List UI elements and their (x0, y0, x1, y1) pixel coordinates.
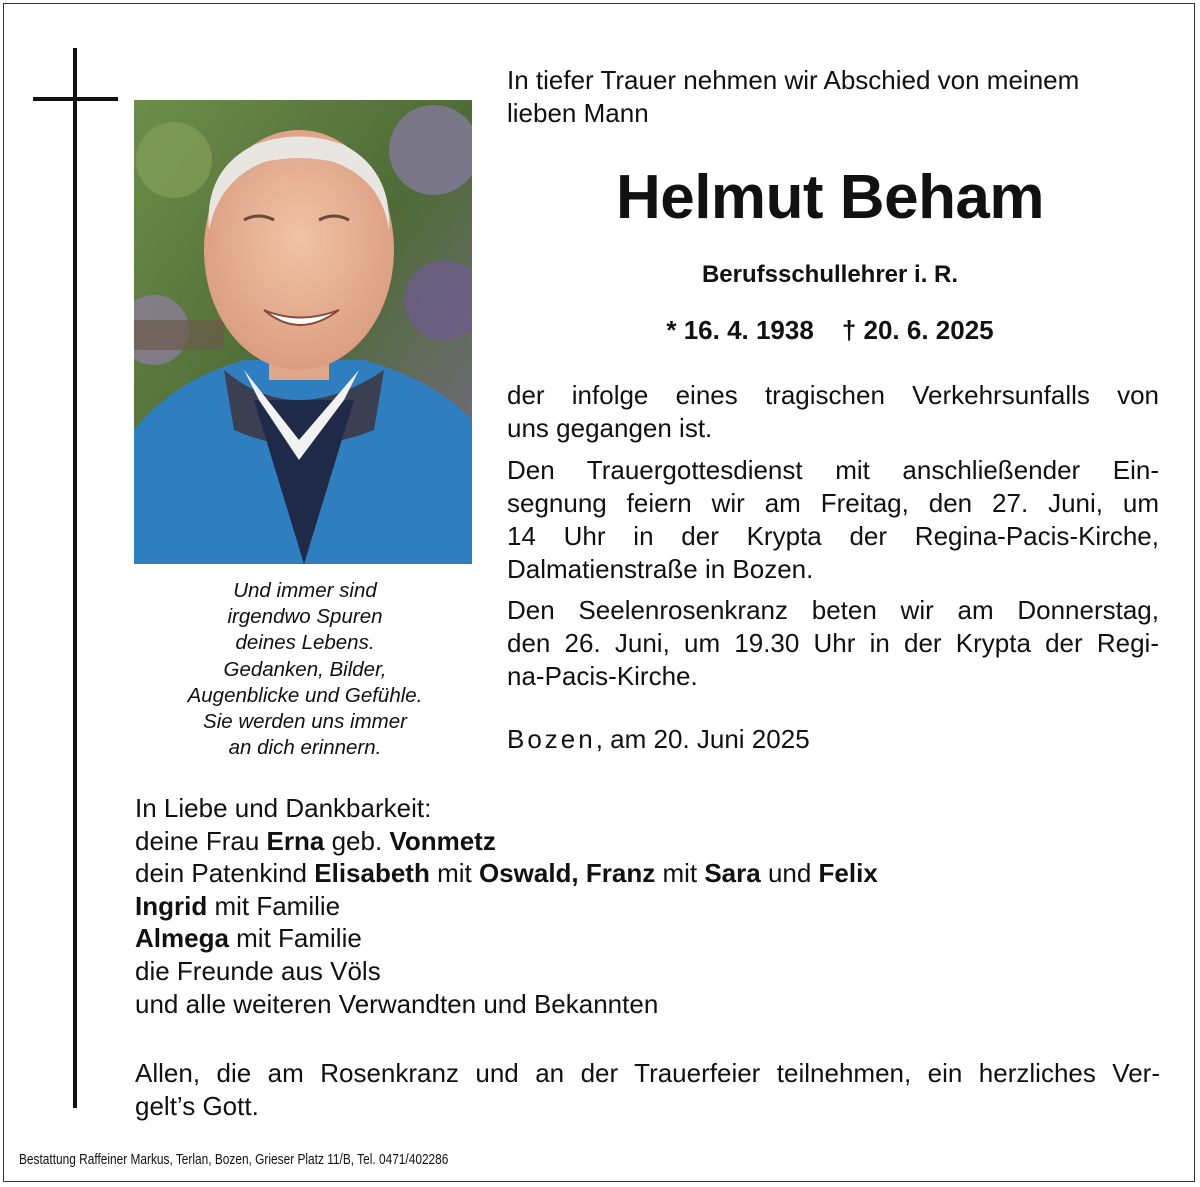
text-line: 14 Uhr in der Krypta der Regina-Pacis-Kirche, (507, 521, 1159, 551)
text-line: der infolge eines tragischen Verkehrsunfalls von (507, 380, 1159, 410)
family-line: deine Frau Erna geb. Vonmetz (135, 825, 496, 856)
paragraph-passing (507, 379, 1159, 445)
text-line: segnung feiern wir am Freitag, den 27. Juni, um (507, 488, 1159, 518)
funeral-home-footer: Bestattung Raffeiner Markus, Terlan, Bozen, Grieser Platz 11/B, Tel. 0471/402286 (19, 1152, 449, 1168)
intro-line: lieben Mann (507, 98, 649, 128)
deceased-title: Berufsschullehrer i. R. (701, 261, 959, 288)
life-dates (520, 312, 1140, 348)
family-line: und alle weiteren Verwandten und Bekannten (135, 988, 659, 1019)
text-line: Allen, die am Rosenkranz und an der Trauerfeier teilnehmen, ein herzliches Ver- (135, 1058, 1160, 1088)
announcement-date: , am 20. Juni 2025 (595, 724, 810, 754)
cross-icon (73, 48, 77, 1108)
death-date: † 20. 6. 2025 (841, 315, 994, 345)
text-line: Dalmatienstraße in Bozen. (507, 554, 814, 584)
family-line: dein Patenkind Elisabeth mit Oswald, Franz mit Sara und Felix (135, 858, 878, 889)
quote-line: irgendwo Spuren (227, 605, 383, 629)
text-line: Den Trauergottesdienst mit anschließender Ein- (507, 455, 1159, 485)
portrait-photo (134, 100, 472, 564)
text-line: den 26. Juni, um 19.30 Uhr in der Krypta der Regi- (507, 628, 1159, 658)
cross-icon-beam (33, 97, 118, 101)
paragraph-funeral (507, 454, 1159, 586)
quote-line: Augenblicke und Gefühle. (187, 683, 423, 707)
family-line: Almega mit Familie (135, 923, 362, 954)
place-name: Bozen (507, 724, 596, 754)
paragraph-rosary (507, 594, 1159, 693)
text-line: uns gegangen ist. (507, 413, 713, 443)
deceased-name: Helmut Beham (615, 163, 1045, 232)
family-heading: In Liebe und Dankbarkeit: (135, 793, 432, 823)
birth-date: * 16. 4. 1938 (666, 315, 814, 345)
text-line: gelt’s Gott. (135, 1091, 259, 1121)
text-line: na-Pacis-Kirche. (507, 661, 698, 691)
family-line: die Freunde aus Völs (135, 955, 381, 986)
quote-line: deines Lebens. (235, 631, 375, 655)
family-list (135, 792, 878, 1020)
intro-line: In tiefer Trauer nehmen wir Abschied von meinem (507, 65, 1080, 95)
quote-line: Und immer sind (233, 579, 377, 602)
quote-line: Sie werden uns immer (203, 710, 407, 734)
place-date (507, 722, 810, 756)
intro-text (507, 64, 1159, 130)
text-line: Den Seelenrosenkranz beten wir am Donnerstag, (507, 595, 1159, 625)
memorial-quote (140, 578, 470, 761)
family-line: Ingrid mit Familie (135, 890, 341, 921)
quote-line: Gedanken, Bilder, (223, 657, 387, 681)
quote-line: an dich erinnern. (228, 736, 382, 760)
thanks-text (135, 1057, 1160, 1123)
